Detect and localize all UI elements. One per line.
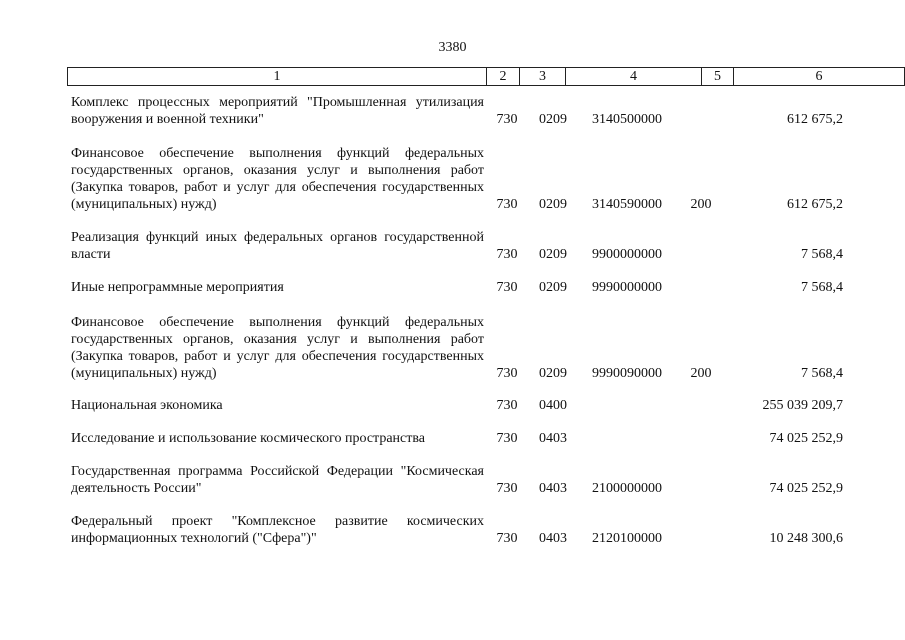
- row-description: Финансовое обеспечение выполнения функций федеральных государственных органов, оказания услуг и выполнения работ (Закупка товаров, работ и услуг для обеспечения государственных (муниципальных) нужд): [71, 315, 484, 381]
- row-amount: 74 025 252,9: [769, 431, 843, 446]
- column-header-3: 3: [520, 68, 566, 86]
- row-section-code: 0209: [539, 280, 567, 295]
- table-header: [67, 67, 905, 86]
- row-target-code: 9990000000: [592, 280, 662, 295]
- row-description: Реализация функций иных федеральных органов государственной власти: [71, 230, 484, 262]
- row-section-code: 0209: [539, 112, 567, 127]
- row-admin-code: 730: [496, 366, 518, 381]
- row-section-code: 0209: [539, 197, 567, 212]
- row-amount: 612 675,2: [787, 197, 843, 212]
- row-expense-type: 200: [690, 197, 712, 212]
- row-amount: 10 248 300,6: [769, 531, 843, 546]
- row-admin-code: 730: [496, 531, 518, 546]
- row-admin-code: 730: [496, 247, 518, 262]
- row-admin-code: 730: [496, 398, 518, 413]
- row-target-code: 3140590000: [592, 197, 662, 212]
- row-section-code: 0403: [539, 481, 567, 496]
- row-amount: 255 039 209,7: [762, 398, 843, 413]
- row-expense-type: 200: [690, 366, 712, 381]
- row-target-code: 3140500000: [592, 112, 662, 127]
- row-description: Иные непрограммные мероприятия: [71, 280, 284, 295]
- column-header-4: 4: [566, 68, 702, 86]
- row-amount: 7 568,4: [801, 247, 843, 262]
- row-admin-code: 730: [496, 431, 518, 446]
- row-description: Комплекс процессных мероприятий "Промышленная утилизация вооружения и военной техники": [71, 95, 484, 127]
- column-header-5: 5: [702, 68, 734, 86]
- row-section-code: 0209: [539, 366, 567, 381]
- row-section-code: 0403: [539, 431, 567, 446]
- row-admin-code: 730: [496, 481, 518, 496]
- row-admin-code: 730: [496, 112, 518, 127]
- row-amount: 7 568,4: [801, 280, 843, 295]
- row-description: Финансовое обеспечение выполнения функций федеральных государственных органов, оказания услуг и выполнения работ (Закупка товаров, работ и услуг для обеспечения государственных (муниципальных) нужд): [71, 146, 484, 212]
- row-amount: 612 675,2: [787, 112, 843, 127]
- row-section-code: 0403: [539, 531, 567, 546]
- row-admin-code: 730: [496, 280, 518, 295]
- row-description: Исследование и использование космического пространства: [71, 431, 426, 446]
- row-description: Государственная программа Российской Федерации "Космическая деятельность России": [71, 464, 484, 496]
- column-header-1: 1: [68, 68, 487, 86]
- row-description: Национальная экономика: [71, 398, 223, 413]
- row-target-code: 2100000000: [592, 481, 662, 496]
- row-amount: 7 568,4: [801, 366, 843, 381]
- page-number: 3380: [438, 40, 467, 55]
- row-section-code: 0209: [539, 247, 567, 262]
- column-header-6: 6: [734, 68, 905, 86]
- row-target-code: 9990090000: [592, 366, 662, 381]
- column-header-2: 2: [487, 68, 520, 86]
- row-admin-code: 730: [496, 197, 518, 212]
- row-target-code: 9900000000: [592, 247, 662, 262]
- row-description: Федеральный проект "Комплексное развитие космических информационных технологий ("Сфера")": [71, 514, 484, 546]
- row-section-code: 0400: [539, 398, 567, 413]
- row-target-code: 2120100000: [592, 531, 662, 546]
- row-amount: 74 025 252,9: [769, 481, 843, 496]
